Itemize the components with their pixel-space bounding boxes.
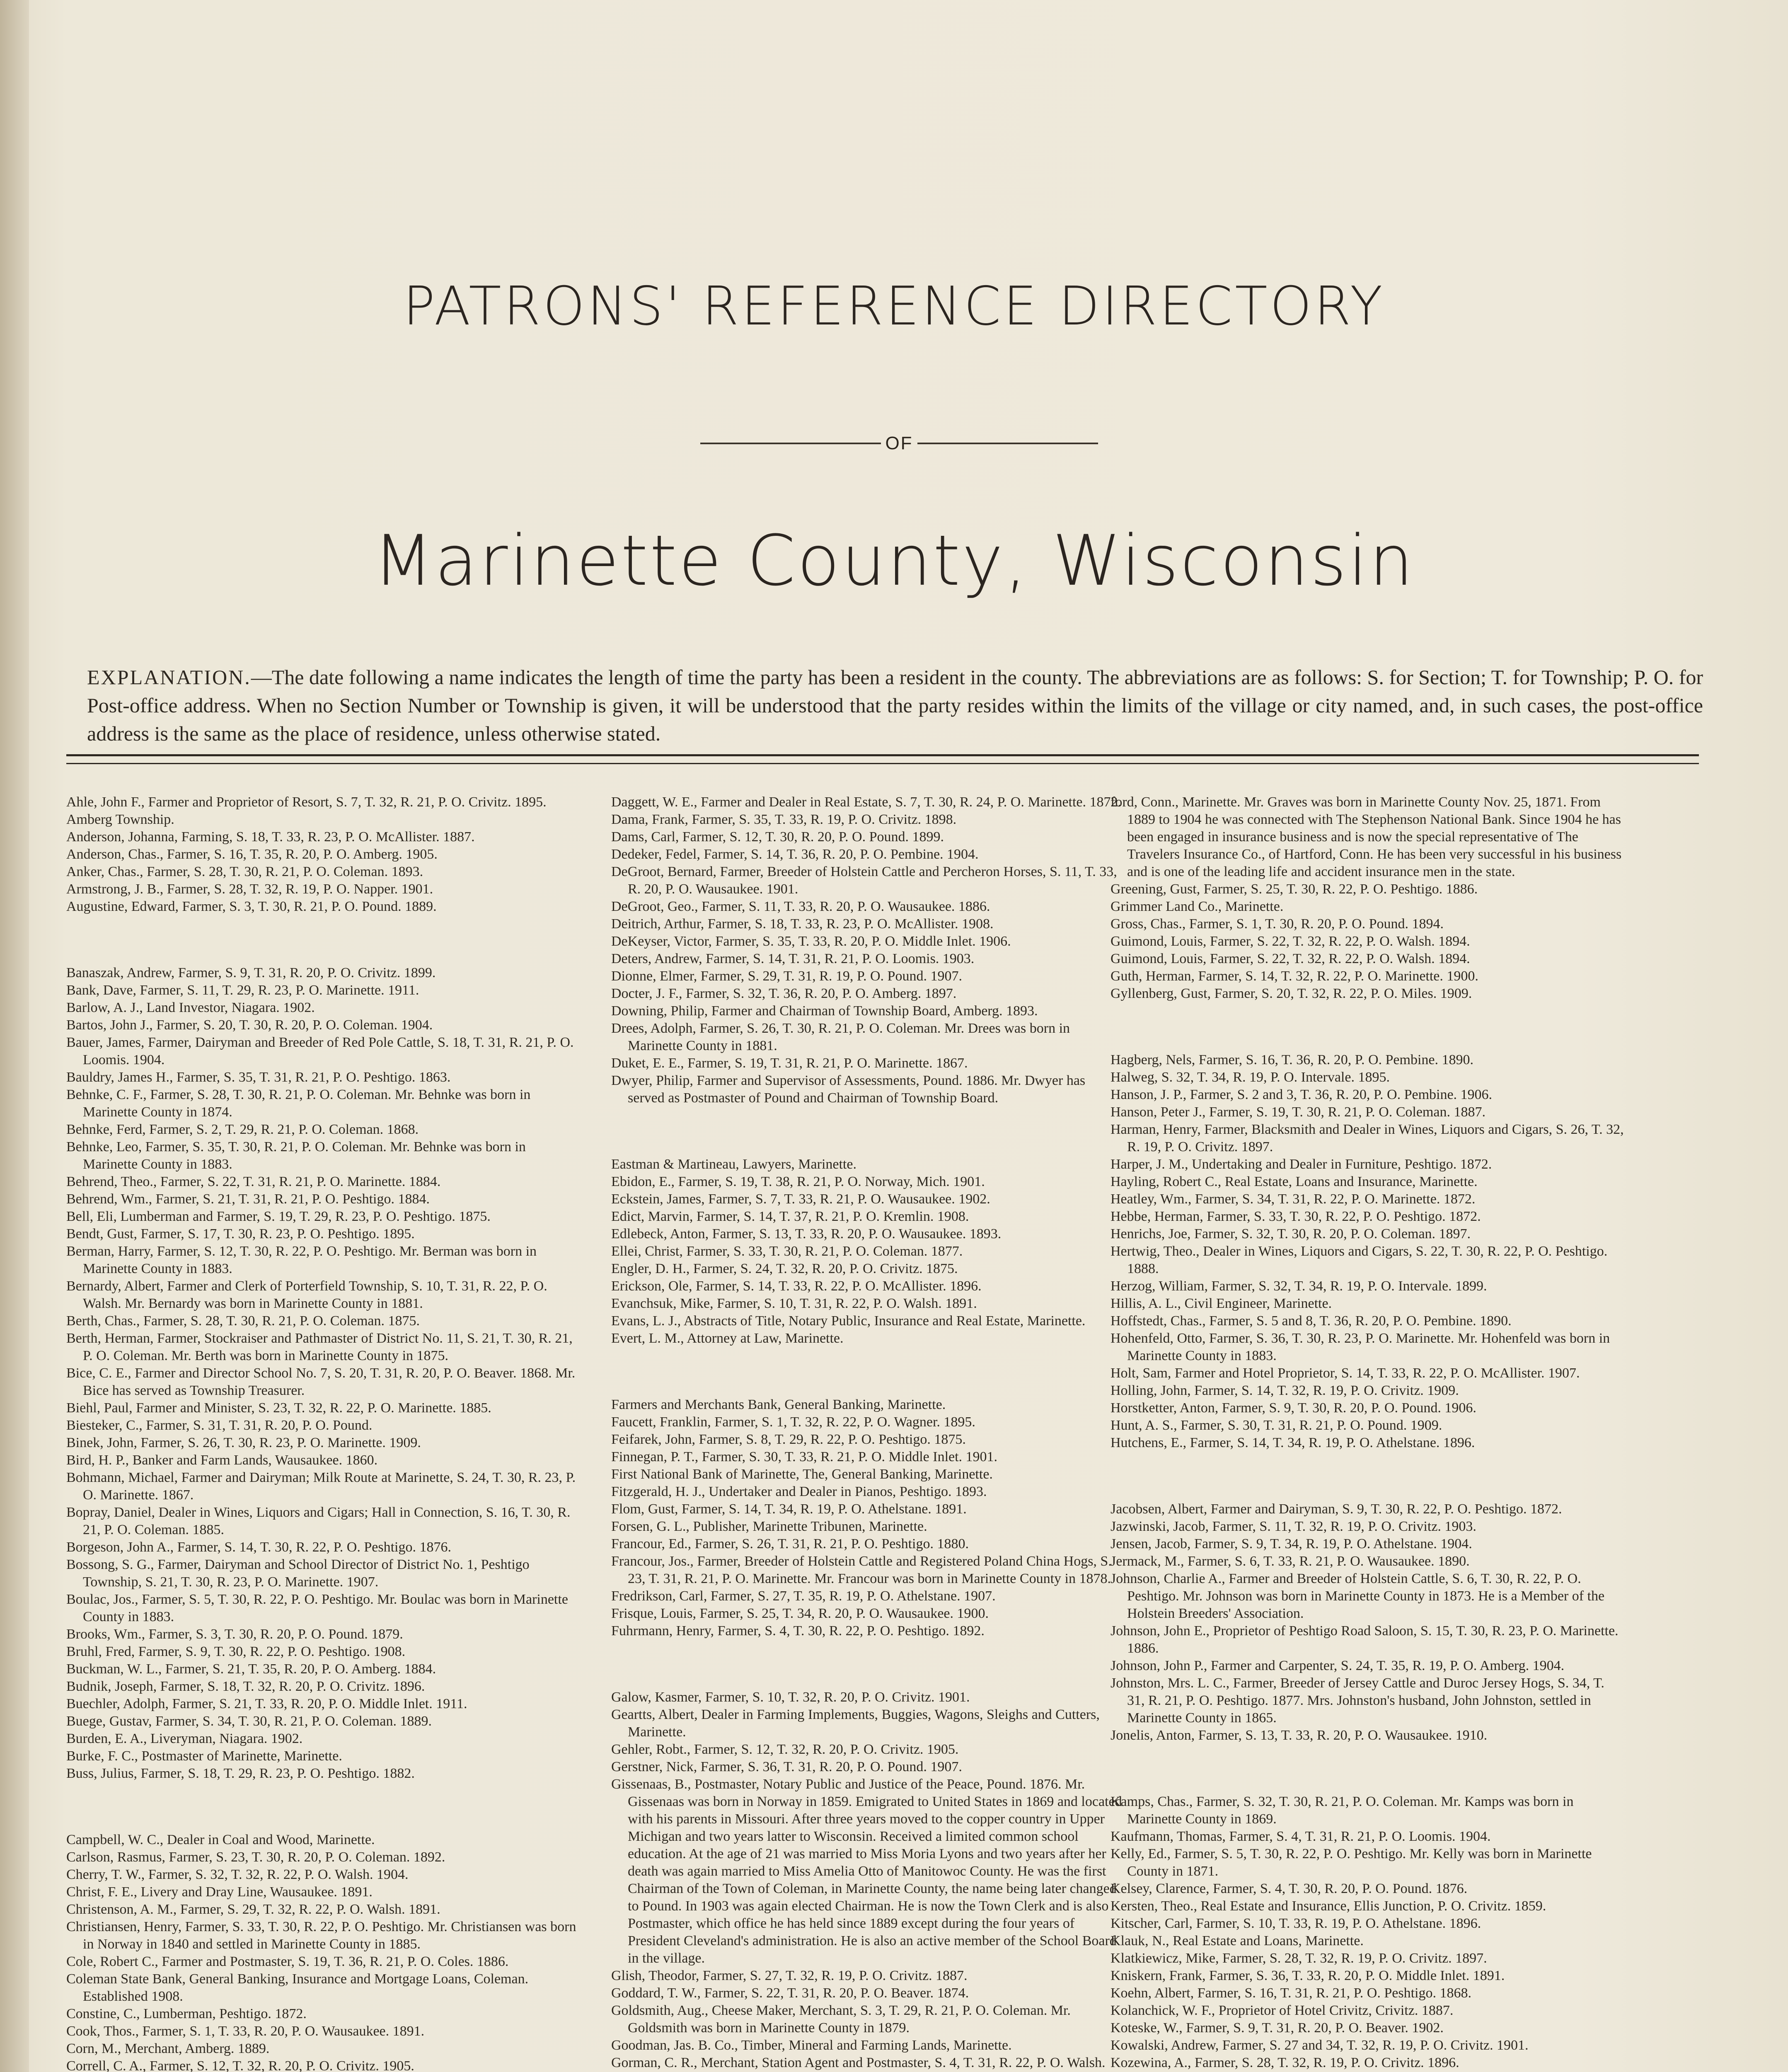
directory-entry: Buechler, Adolph, Farmer, S. 21, T. 33, R. 20, P. O. Middle Inlet. 1911. <box>66 1696 467 1711</box>
directory-entry: Brooks, Wm., Farmer, S. 3, T. 30, R. 20, P. O. Pound. 1879. <box>66 1627 403 1642</box>
directory-entry: Dams, Carl, Farmer, S. 12, T. 30, R. 20, P. O. Pound. 1899. <box>611 829 944 845</box>
directory-entry: Cole, Robert C., Farmer and Postmaster, S. 19, T. 36, R. 21, P. O. Coles. 1886. <box>66 1954 509 1969</box>
directory-entry: Hoffstedt, Chas., Farmer, S. 5 and 8, T. 36, R. 20, P. O. Pembine. 1890. <box>1111 1313 1512 1329</box>
directory-entry: Buckman, W. L., Farmer, S. 21, T. 35, R. 20, P. O. Amberg. 1884. <box>66 1661 436 1677</box>
directory-entry: Bruhl, Fred, Farmer, S. 9, T. 30, R. 22, P. O. Peshtigo. 1908. <box>66 1644 406 1659</box>
directory-entry: Francour, Jos., Farmer, Breeder of Holstein Cattle and Registered Poland China Hogs, S. 23, T. 31, R. 21, P. O. Marinette. Mr. Francour was born in Marinette County in 1878. <box>611 1554 1112 1586</box>
directory-entry: Kniskern, Frank, Farmer, S. 36, T. 33, R. 20, P. O. Middle Inlet. 1891. <box>1111 1968 1505 1983</box>
letter-group <box>66 794 580 915</box>
directory-entry: Holling, John, Farmer, S. 14, T. 32, R. 19, P. O. Crivitz. 1909. <box>1111 1383 1459 1398</box>
directory-entry: Docter, J. F., Farmer, S. 32, T. 36, R. 20, P. O. Amberg. 1897. <box>611 986 957 1001</box>
directory-column-1 <box>66 794 580 2072</box>
directory-entry: Dedeker, Fedel, Farmer, S. 14, T. 36, R. 20, P. O. Pembine. 1904. <box>611 847 979 862</box>
directory-entry: Goldsmith, Aug., Cheese Maker, Merchant, S. 3, T. 29, R. 21, P. O. Coleman. Mr. Goldsmith was born in Marinette County in 1879. <box>611 2003 1071 2036</box>
of-label: OF <box>885 433 913 453</box>
directory-entry: Ebidon, E., Farmer, S. 19, T. 38, R. 21, P. O. Norway, Mich. 1901. <box>611 1174 985 1189</box>
directory-entry: Behnke, Ferd, Farmer, S. 2, T. 29, R. 21, P. O. Coleman. 1868. <box>66 1122 419 1137</box>
directory-entry: Geartts, Albert, Dealer in Farming Implements, Buggies, Wagons, Sleighs and Cutters, Marinette. <box>611 1707 1100 1740</box>
directory-entry: ford, Conn., Marinette. Mr. Graves was born in Marinette County Nov. 25, 1871. From 1889 to 1904 he was connected with The Stephenson National Bank. Since 1904 he has been engaged in insurance business and is now the special representative of The Travelers Insurance Co., of Hartford, Conn. He has been very successful in his business and is one of the leading life and accident insurance men in the state. <box>1111 794 1622 879</box>
directory-entry: Behnke, C. F., Farmer, S. 28, T. 30, R. 21, P. O. Coleman. Mr. Behnke was born in Marinette County in 1874. <box>66 1087 531 1120</box>
directory-column-3 <box>1111 794 1624 2072</box>
directory-entry: Coleman State Bank, General Banking, Insurance and Mortgage Loans, Coleman. Established 1908. <box>66 1971 529 2004</box>
directory-entry: Francour, Ed., Farmer, S. 26, T. 31, R. 21, P. O. Peshtigo. 1880. <box>611 1536 969 1552</box>
directory-entry: Johnson, John P., Farmer and Carpenter, S. 24, T. 35, R. 19, P. O. Amberg. 1904. <box>1111 1658 1565 1673</box>
directory-entry: Gerstner, Nick, Farmer, S. 36, T. 31, R. 20, P. O. Pound. 1907. <box>611 1759 962 1774</box>
directory-entry: Dionne, Elmer, Farmer, S. 29, T. 31, R. 19, P. O. Pound. 1907. <box>611 968 962 984</box>
directory-entry: Hohenfeld, Otto, Farmer, S. 36, T. 30, R. 23, P. O. Marinette. Mr. Hohenfeld was born in Marinette County in 1883. <box>1111 1331 1610 1363</box>
directory-entry: Hebbe, Herman, Farmer, S. 33, T. 30, R. 22, P. O. Peshtigo. 1872. <box>1111 1209 1481 1224</box>
directory-entry: Klauk, N., Real Estate and Loans, Marinette. <box>1111 1933 1364 1949</box>
directory-entry: Amberg Township. <box>66 812 174 827</box>
directory-entry: Campbell, W. C., Dealer in Coal and Wood, Marinette. <box>66 1832 375 1847</box>
letter-group <box>1111 794 1624 1002</box>
section-divider <box>66 754 1699 764</box>
directory-entry: Hertwig, Theo., Dealer in Wines, Liquors and Cigars, S. 22, T. 30, R. 22, P. O. Peshtigo. 1888. <box>1111 1244 1608 1276</box>
directory-entry: Christenson, A. M., Farmer, S. 29, T. 32, R. 22, P. O. Walsh. 1891. <box>66 1902 440 1917</box>
directory-entry: Hutchens, E., Farmer, S. 14, T. 34, R. 19, P. O. Athelstane. 1896. <box>1111 1435 1475 1450</box>
directory-entry: Heatley, Wm., Farmer, S. 34, T. 31, R. 22, P. O. Marinette. 1872. <box>1111 1191 1476 1207</box>
directory-entry: Behnke, Leo, Farmer, S. 35, T. 30, R. 21, P. O. Coleman. Mr. Behnke was born in Marinette County in 1883. <box>66 1139 526 1172</box>
directory-entry: Jermack, M., Farmer, S. 6, T. 33, R. 21, P. O. Wausaukee. 1890. <box>1111 1554 1470 1569</box>
directory-entry: Budnik, Joseph, Farmer, S. 18, T. 32, R. 20, P. O. Crivitz. 1896. <box>66 1679 425 1694</box>
directory-entry: Behrend, Wm., Farmer, S. 21, T. 31, R. 21, P. O. Peshtigo. 1884. <box>66 1191 430 1207</box>
letter-group <box>611 1156 1125 1347</box>
directory-entry: Bauer, James, Farmer, Dairyman and Breeder of Red Pole Cattle, S. 18, T. 31, R. 21, P. O. Loomis. 1904. <box>66 1035 574 1067</box>
letter-group <box>611 1396 1125 1640</box>
directory-entry: Gehler, Robt., Farmer, S. 12, T. 32, R. 20, P. O. Crivitz. 1905. <box>611 1742 959 1757</box>
directory-entry: Horstketter, Anton, Farmer, S. 9, T. 30, R. 20, P. O. Pound. 1906. <box>1111 1400 1476 1416</box>
directory-entry: Jonelis, Anton, Farmer, S. 13, T. 33, R. 20, P. O. Wausaukee. 1910. <box>1111 1728 1488 1743</box>
directory-entry: Downing, Philip, Farmer and Chairman of Township Board, Amberg. 1893. <box>611 1003 1038 1019</box>
directory-entry: Bartos, John J., Farmer, S. 20, T. 30, R. 20, P. O. Coleman. 1904. <box>66 1017 433 1033</box>
county-heading: Marinette County, Wisconsin <box>373 520 1415 601</box>
directory-entry: Biehl, Paul, Farmer and Minister, S. 23, T. 32, R. 22, P. O. Marinette. 1885. <box>66 1400 491 1416</box>
directory-entry: Kozewina, A., Farmer, S. 28, T. 32, R. 19, P. O. Crivitz. 1896. <box>1111 2055 1459 2070</box>
directory-entry: Holt, Sam, Farmer and Hotel Proprietor, S. 14, T. 33, R. 22, P. O. McAllister. 1907. <box>1111 1365 1580 1381</box>
directory-entry: Boulac, Jos., Farmer, S. 5, T. 30, R. 22, P. O. Peshtigo. Mr. Boulac was born in Marinette County in 1883. <box>66 1592 568 1624</box>
directory-entry: Daggett, W. E., Farmer and Dealer in Real Estate, S. 7, T. 30, R. 24, P. O. Marinette. 1872. <box>611 794 1122 810</box>
explanation-text: —The date following a name indicates the length of time the party has been a resident in the county. The abbreviations are as follows: S. for Section; T. for Township; P. O. for Post-office address. When no Section Number or Township is given, it will be understood that the party resides within the limits of the village or city named, and, in such cases, the post-office address is the same as the place of residence, unless otherwise stated. <box>87 666 1703 745</box>
directory-entry: Flom, Gust, Farmer, S. 14, T. 34, R. 19, P. O. Athelstane. 1891. <box>611 1501 967 1517</box>
divider-rule-left <box>700 443 881 444</box>
directory-entry: Corn, M., Merchant, Amberg. 1889. <box>66 2041 270 2056</box>
directory-entry: Kaufmann, Thomas, Farmer, S. 4, T. 31, R. 21, P. O. Loomis. 1904. <box>1111 1829 1491 1844</box>
directory-entry: DeGroot, Bernard, Farmer, Breeder of Holstein Cattle and Percheron Horses, S. 11, T. 33, R. 20, P. O. Wausaukee. 1901. <box>611 864 1117 897</box>
directory-entry: Binek, John, Farmer, S. 26, T. 30, R. 23, P. O. Marinette. 1909. <box>66 1435 421 1450</box>
directory-entry: Ahle, John F., Farmer and Proprietor of Resort, S. 7, T. 32, R. 21, P. O. Crivitz. 1895. <box>66 794 547 810</box>
directory-entry: Bice, C. E., Farmer and Director School No. 7, S. 20, T. 31, R. 20, P. O. Beaver. 1868. Mr. Bice has served as Township Treasurer. <box>66 1365 576 1398</box>
directory-entry: Galow, Kasmer, Farmer, S. 10, T. 32, R. 20, P. O. Crivitz. 1901. <box>611 1690 970 1705</box>
directory-entry: DeGroot, Geo., Farmer, S. 11, T. 33, R. 20, P. O. Wausaukee. 1886. <box>611 899 990 914</box>
directory-entry: Koteske, W., Farmer, S. 9, T. 31, R. 20, P. O. Beaver. 1902. <box>1111 2020 1444 2036</box>
directory-entry: Bernardy, Albert, Farmer and Clerk of Porterfield Township, S. 10, T. 31, R. 22, P. O. Walsh. Mr. Bernardy was born in Marinette County in 1881. <box>66 1278 547 1311</box>
divider-rule-right <box>917 443 1098 444</box>
directory-entry: Gissenaas, B., Postmaster, Notary Public and Justice of the Peace, Pound. 1876. Mr. Gissenaas was born in Norway in 1859. Emigrated to United States in 1869 and located with his parents in Missouri. After three years moved to the copper country in Upper Michigan and two years latter to Wisconsin. Received a limited common school education. At the age of 21 was married to Miss Moria Lyons and two years after her death was again married to Miss Amelia Otto of Manitowoc County. He was the first Chairman of the Town of Coleman, in Marinette County, the name being later changed to Pound. In 1903 was again elected Chairman. He is now the Town Clerk and is also Postmaster, which office he has held since 1889 except during the four years of President Cleveland's administration. He is also an active member of the School Board in the village. <box>611 1777 1122 1966</box>
directory-entry: Banaszak, Andrew, Farmer, S. 9, T. 31, R. 20, P. O. Crivitz. 1899. <box>66 965 436 980</box>
directory-entry: Eastman & Martineau, Lawyers, Marinette. <box>611 1157 856 1172</box>
directory-entry: Jensen, Jacob, Farmer, S. 9, T. 34, R. 19, P. O. Athelstane. 1904. <box>1111 1536 1472 1552</box>
letter-group <box>66 964 580 1782</box>
directory-entry: Berth, Herman, Farmer, Stockraiser and Pathmaster of District No. 11, S. 21, T. 30, R. 21, P. O. Coleman. Mr. Berth was born in Marinette County in 1875. <box>66 1331 573 1363</box>
directory-entry: Edict, Marvin, Farmer, S. 14, T. 37, R. 21, P. O. Kremlin. 1908. <box>611 1209 969 1224</box>
directory-entry: Evert, L. M., Attorney at Law, Marinette. <box>611 1331 844 1346</box>
directory-entry: Guimond, Louis, Farmer, S. 22, T. 32, R. 22, P. O. Walsh. 1894. <box>1111 951 1470 966</box>
directory-entry: Halweg, S. 32, T. 34, R. 19, P. O. Intervale. 1895. <box>1111 1070 1390 1085</box>
directory-entry: Fredrikson, Carl, Farmer, S. 27, T. 35, R. 19, P. O. Athelstane. 1907. <box>611 1588 996 1604</box>
directory-entry: Kamps, Chas., Farmer, S. 32, T. 30, R. 21, P. O. Coleman. Mr. Kamps was born in Marinette County in 1869. <box>1111 1794 1574 1827</box>
directory-entry: Glish, Theodor, Farmer, S. 27, T. 32, R. 19, P. O. Crivitz. 1887. <box>611 1968 968 1983</box>
directory-entry: Kelsey, Clarence, Farmer, S. 4, T. 30, R. 20, P. O. Pound. 1876. <box>1111 1881 1468 1896</box>
directory-entry: Finnegan, P. T., Farmer, S. 30, T. 33, R. 21, P. O. Middle Inlet. 1901. <box>611 1449 998 1464</box>
directory-entry: Christiansen, Henry, Farmer, S. 33, T. 30, R. 22, P. O. Peshtigo. Mr. Christiansen was born in Norway in 1840 and settled in Marinette County in 1885. <box>66 1919 576 1952</box>
directory-entry: Engler, D. H., Farmer, S. 24, T. 32, R. 20, P. O. Crivitz. 1875. <box>611 1261 958 1276</box>
directory-entry: Behrend, Theo., Farmer, S. 22, T. 31, R. 21, P. O. Marinette. 1884. <box>66 1174 441 1189</box>
directory-entry: Ellei, Christ, Farmer, S. 33, T. 30, R. 21, P. O. Coleman. 1877. <box>611 1244 963 1259</box>
directory-entry: Bohmann, Michael, Farmer and Dairyman; Milk Route at Marinette, S. 24, T. 30, R. 23, P. O. Marinette. 1867. <box>66 1470 576 1503</box>
directory-entry: Deters, Andrew, Farmer, S. 14, T. 31, R. 21, P. O. Loomis. 1903. <box>611 951 975 966</box>
directory-entry: Dama, Frank, Farmer, S. 35, T. 33, R. 19, P. O. Crivitz. 1898. <box>611 812 957 827</box>
directory-entry: Frisque, Louis, Farmer, S. 25, T. 34, R. 20, P. O. Wausaukee. 1900. <box>611 1606 989 1621</box>
directory-entry: Hanson, Peter J., Farmer, S. 19, T. 30, R. 21, P. O. Coleman. 1887. <box>1111 1104 1486 1120</box>
letter-group <box>611 794 1125 1107</box>
letter-group <box>1111 1793 1624 2072</box>
letter-group <box>611 1689 1125 2072</box>
directory-entry: Erickson, Ole, Farmer, S. 14, T. 33, R. 22, P. O. McAllister. 1896. <box>611 1278 982 1294</box>
directory-entry: Hagberg, Nels, Farmer, S. 16, T. 36, R. 20, P. O. Pembine. 1890. <box>1111 1052 1473 1067</box>
directory-entry: Bopray, Daniel, Dealer in Wines, Liquors and Cigars; Hall in Connection, S. 16, T. 30, R. 21, P. O. Coleman. 1885. <box>66 1505 571 1537</box>
directory-entry: Barlow, A. J., Land Investor, Niagara. 1902. <box>66 1000 315 1015</box>
directory-entry: Cook, Thos., Farmer, S. 1, T. 33, R. 20, P. O. Wausaukee. 1891. <box>66 2024 425 2039</box>
directory-entry: Burke, F. C., Postmaster of Marinette, Marinette. <box>66 1748 342 1764</box>
directory-entry: Augustine, Edward, Farmer, S. 3, T. 30, R. 21, P. O. Pound. 1889. <box>66 899 437 914</box>
directory-entry: Henrichs, Joe, Farmer, S. 32, T. 30, R. 20, P. O. Coleman. 1897. <box>1111 1226 1471 1242</box>
directory-entry: Constine, C., Lumberman, Peshtigo. 1872. <box>66 2006 307 2021</box>
directory-entry: Anderson, Chas., Farmer, S. 16, T. 35, R. 20, P. O. Amberg. 1905. <box>66 847 438 862</box>
directory-entry: Johnson, Charlie A., Farmer and Breeder of Holstein Cattle, S. 6, T. 30, R. 22, P. O. Peshtigo. Mr. Johnson was born in Marinette County in 1873. He is a Member of the Holstein Breeders' Association. <box>1111 1571 1605 1621</box>
directory-entry: Herzog, William, Farmer, S. 32, T. 34, R. 19, P. O. Intervale. 1899. <box>1111 1278 1487 1294</box>
directory-entry: Edlebeck, Anton, Farmer, S. 13, T. 33, R. 20, P. O. Wausaukee. 1893. <box>611 1226 1002 1242</box>
directory-entry: Anker, Chas., Farmer, S. 28, T. 30, R. 21, P. O. Coleman. 1893. <box>66 864 423 879</box>
directory-entry: DeKeyser, Victor, Farmer, S. 35, T. 33, R. 20, P. O. Middle Inlet. 1906. <box>611 934 1011 949</box>
directory-entry: Dwyer, Philip, Farmer and Supervisor of Assessments, Pound. 1886. Mr. Dwyer has served as Postmaster of Pound and Chairman of Township Board. <box>611 1073 1086 1106</box>
directory-entry: Harman, Henry, Farmer, Blacksmith and Dealer in Wines, Liquors and Cigars, S. 26, T. 32, R. 19, P. O. Crivitz. 1897. <box>1111 1122 1624 1155</box>
directory-entry: Correll, C. A., Farmer, S. 12, T. 32, R. 20, P. O. Crivitz. 1905. <box>66 2058 414 2072</box>
directory-entry: Buss, Julius, Farmer, S. 18, T. 29, R. 23, P. O. Peshtigo. 1882. <box>66 1766 415 1781</box>
directory-entry: Kersten, Theo., Real Estate and Insurance, Ellis Junction, P. O. Crivitz. 1859. <box>1111 1898 1546 1914</box>
directory-entry: Bossong, S. G., Farmer, Dairyman and School Director of District No. 1, Peshtigo Township, S. 21, T. 30, R. 23, P. O. Marinette. 1907. <box>66 1557 530 1590</box>
directory-entry: Carlson, Rasmus, Farmer, S. 23, T. 30, R. 20, P. O. Coleman. 1892. <box>66 1849 445 1865</box>
directory-entry: Christ, F. E., Livery and Dray Line, Wausaukee. 1891. <box>66 1884 373 1900</box>
directory-entry: Fuhrmann, Henry, Farmer, S. 4, T. 30, R. 22, P. O. Peshtigo. 1892. <box>611 1623 985 1639</box>
of-divider <box>700 431 1098 456</box>
directory-entry: First National Bank of Marinette, The, General Banking, Marinette. <box>611 1467 993 1482</box>
directory-entry: Goodman, Jas. B. Co., Timber, Mineral and Farming Lands, Marinette. <box>611 2038 1012 2053</box>
directory-entry: Evanchsuk, Mike, Farmer, S. 10, T. 31, R. 22, P. O. Walsh. 1891. <box>611 1296 977 1311</box>
directory-entry: Kowalski, Andrew, Farmer, S. 27 and 34, T. 32, R. 19, P. O. Crivitz. 1901. <box>1111 2038 1529 2053</box>
directory-entry: Farmers and Merchants Bank, General Banking, Marinette. <box>611 1397 946 1412</box>
letter-group <box>1111 1501 1624 1744</box>
directory-entry: Bendt, Gust, Farmer, S. 17, T. 30, R. 23, P. O. Peshtigo. 1895. <box>66 1226 415 1242</box>
directory-entry: Bird, H. P., Banker and Farm Lands, Wausaukee. 1860. <box>66 1452 378 1468</box>
directory-entry: Gross, Chas., Farmer, S. 1, T. 30, R. 20, P. O. Pound. 1894. <box>1111 916 1444 932</box>
directory-entry: Hunt, A. S., Farmer, S. 30, T. 31, R. 21, P. O. Pound. 1909. <box>1111 1418 1442 1433</box>
directory-entry: Gyllenberg, Gust, Farmer, S. 20, T. 32, R. 22, P. O. Miles. 1909. <box>1111 986 1472 1001</box>
directory-entry: Grimmer Land Co., Marinette. <box>1111 899 1284 914</box>
directory-entry: Greening, Gust, Farmer, S. 25, T. 30, R. 22, P. O. Peshtigo. 1886. <box>1111 881 1478 897</box>
directory-entry: Berman, Harry, Farmer, S. 12, T. 30, R. 22, P. O. Peshtigo. Mr. Berman was born in Marinette County in 1883. <box>66 1244 537 1276</box>
directory-entry: Hanson, J. P., Farmer, S. 2 and 3, T. 36, R. 20, P. O. Pembine. 1906. <box>1111 1087 1493 1102</box>
directory-entry: Klatkiewicz, Mike, Farmer, S. 28, T. 32, R. 19, P. O. Crivitz. 1897. <box>1111 1951 1487 1966</box>
directory-entry: Goddard, T. W., Farmer, S. 22, T. 31, R. 20, P. O. Beaver. 1874. <box>611 1985 969 2001</box>
directory-entry: Bank, Dave, Farmer, S. 11, T. 29, R. 23, P. O. Marinette. 1911. <box>66 983 419 998</box>
directory-entry: Harper, J. M., Undertaking and Dealer in Furniture, Peshtigo. 1872. <box>1111 1157 1492 1172</box>
directory-entry: Jazwinski, Jacob, Farmer, S. 11, T. 32, R. 19, P. O. Crivitz. 1903. <box>1111 1519 1476 1534</box>
directory-entry: Fitzgerald, H. J., Undertaker and Dealer in Pianos, Peshtigo. 1893. <box>611 1484 987 1499</box>
directory-entry: Kelly, Ed., Farmer, S. 5, T. 30, R. 22, P. O. Peshtigo. Mr. Kelly was born in Marinette County in 1871. <box>1111 1846 1592 1879</box>
directory-entry: Faucett, Franklin, Farmer, S. 1, T. 32, R. 22, P. O. Wagner. 1895. <box>611 1414 975 1430</box>
directory-entry: Jacobsen, Albert, Farmer and Dairyman, S. 9, T. 30, R. 22, P. O. Peshtigo. 1872. <box>1111 1501 1562 1517</box>
directory-entry: Gorman, C. R., Merchant, Station Agent and Postmaster, S. 4, T. 31, R. 22, P. O. Walsh. <box>611 2055 1106 2070</box>
directory-entry: Evans, L. J., Abstracts of Title, Notary Public, Insurance and Real Estate, Marinette. <box>611 1313 1086 1329</box>
directory-entry: Johnson, John E., Proprietor of Peshtigo Road Saloon, S. 15, T. 30, R. 23, P. O. Marinette. 1886. <box>1111 1623 1619 1656</box>
directory-entry: Feifarek, John, Farmer, S. 8, T. 29, R. 22, P. O. Peshtigo. 1875. <box>611 1432 966 1447</box>
directory-entry: Kitscher, Carl, Farmer, S. 10, T. 33, R. 19, P. O. Athelstane. 1896. <box>1111 1916 1481 1931</box>
directory-entry: Guimond, Louis, Farmer, S. 22, T. 32, R. 22, P. O. Walsh. 1894. <box>1111 934 1470 949</box>
directory-entry: Guth, Herman, Farmer, S. 14, T. 32, R. 22, P. O. Marinette. 1900. <box>1111 968 1478 984</box>
directory-entry: Eckstein, James, Farmer, S. 7, T. 33, R. 21, P. O. Wausaukee. 1902. <box>611 1191 990 1207</box>
directory-entry: Deitrich, Arthur, Farmer, S. 18, T. 33, R. 23, P. O. McAllister. 1908. <box>611 916 994 932</box>
directory-entry: Koehn, Albert, Farmer, S. 16, T. 31, R. 21, P. O. Peshtigo. 1868. <box>1111 1985 1471 2001</box>
directory-entry: Hayling, Robert C., Real Estate, Loans and Insurance, Marinette. <box>1111 1174 1478 1189</box>
directory-entry: Biesteker, C., Farmer, S. 31, T. 31, R. 20, P. O. Pound. <box>66 1418 373 1433</box>
letter-group <box>66 1831 580 2072</box>
directory-column-2 <box>611 794 1125 2072</box>
explanation-label: EXPLANATION. <box>87 666 251 689</box>
directory-entry: Anderson, Johanna, Farming, S. 18, T. 33, R. 23, P. O. McAllister. 1887. <box>66 829 475 845</box>
directory-entry: Kolanchick, W. F., Proprietor of Hotel Crivitz, Crivitz. 1887. <box>1111 2003 1454 2018</box>
directory-entry: Johnston, Mrs. L. C., Farmer, Breeder of Jersey Cattle and Duroc Jersey Hogs, S. 34, T. 31, R. 21, P. O. Peshtigo. 1877. Mrs. Johnston's husband, John Johnston, settled in Marinette County in 1865. <box>1111 1675 1604 1726</box>
letter-group <box>1111 1051 1624 1452</box>
directory-entry: Forsen, G. L., Publisher, Marinette Tribunen, Marinette. <box>611 1519 927 1534</box>
directory-entry: Cherry, T. W., Farmer, S. 32, T. 32, R. 22, P. O. Walsh. 1904. <box>66 1867 409 1882</box>
directory-entry: Burden, E. A., Liveryman, Niagara. 1902. <box>66 1731 303 1746</box>
directory-entry: Armstrong, J. B., Farmer, S. 28, T. 32, R. 19, P. O. Napper. 1901. <box>66 881 433 897</box>
directory-entry: Bell, Eli, Lumberman and Farmer, S. 19, T. 29, R. 23, P. O. Peshtigo. 1875. <box>66 1209 491 1224</box>
explanation-paragraph <box>87 663 1703 748</box>
directory-entry: Bauldry, James H., Farmer, S. 35, T. 31, R. 21, P. O. Peshtigo. 1863. <box>66 1070 451 1085</box>
page-title: PATRONS' REFERENCE DIRECTORY <box>403 276 1385 337</box>
directory-entry: Borgeson, John A., Farmer, S. 14, T. 30, R. 22, P. O. Peshtigo. 1876. <box>66 1539 451 1555</box>
directory-entry: Berth, Chas., Farmer, S. 28, T. 30, R. 21, P. O. Coleman. 1875. <box>66 1313 420 1329</box>
directory-entry: Drees, Adolph, Farmer, S. 26, T. 30, R. 21, P. O. Coleman. Mr. Drees was born in Marinette County in 1881. <box>611 1021 1070 1053</box>
directory-entry: Hillis, A. L., Civil Engineer, Marinette. <box>1111 1296 1332 1311</box>
directory-entry: Buege, Gustav, Farmer, S. 34, T. 30, R. 21, P. O. Coleman. 1889. <box>66 1714 432 1729</box>
directory-entry: Duket, E. E., Farmer, S. 19, T. 31, R. 21, P. O. Marinette. 1867. <box>611 1055 968 1071</box>
